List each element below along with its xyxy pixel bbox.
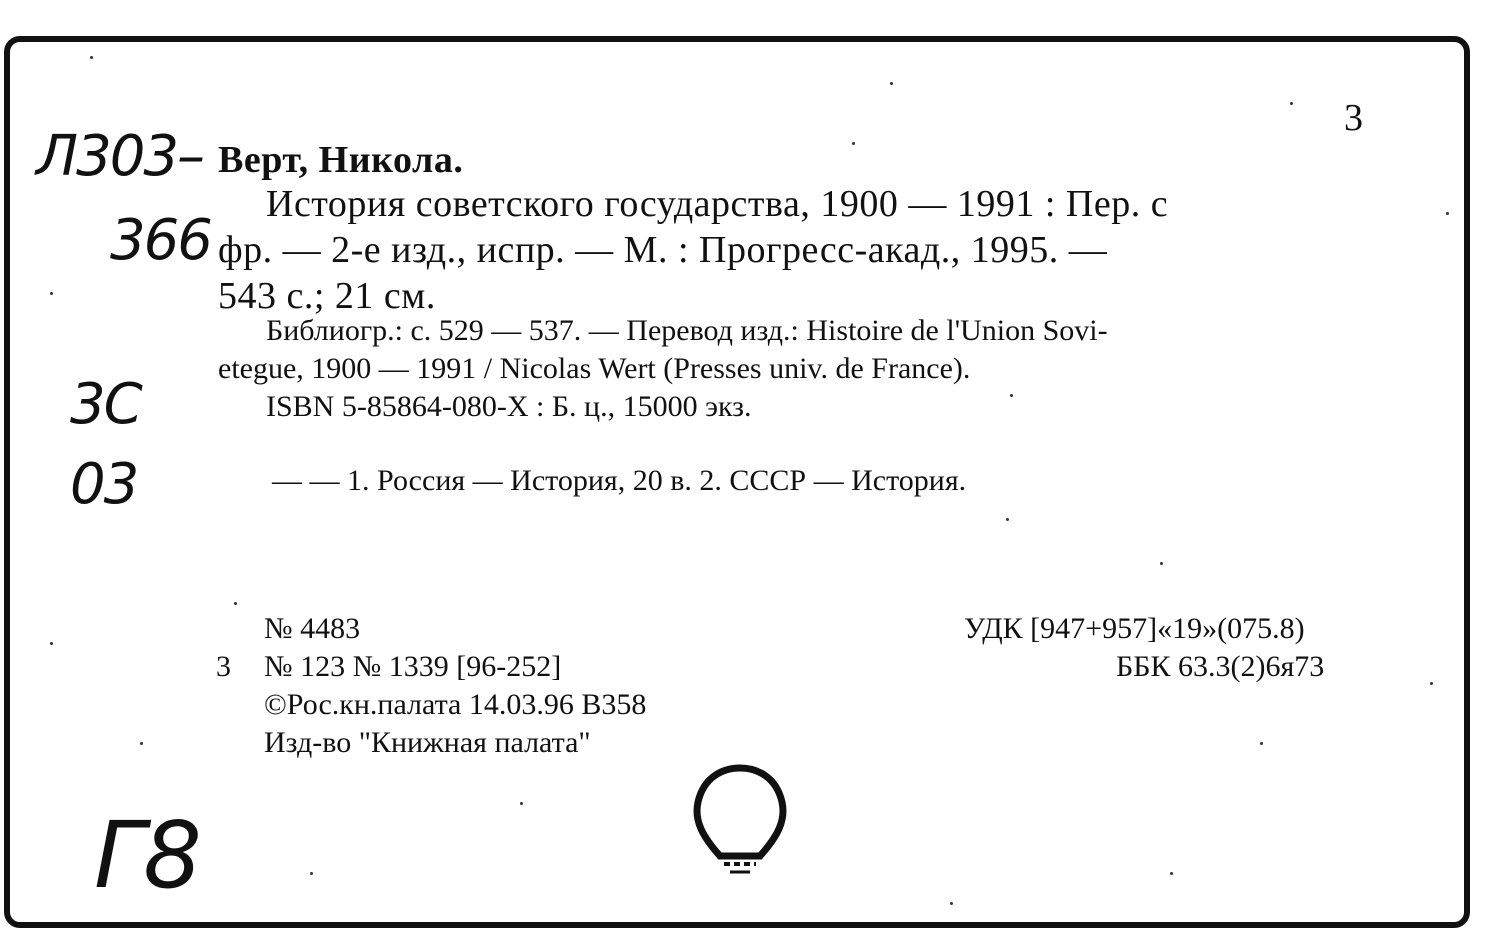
margin-mark-g8: Г8 <box>94 802 200 909</box>
call-number-top: Л303– <box>36 124 203 189</box>
margin-mark-03: 03 <box>70 452 138 517</box>
title-line-2: фр. — 2-е изд., испр. — М. : Прогресс-акад., 1995. — <box>218 229 1108 271</box>
card-number: 3 <box>1344 97 1364 139</box>
title-line-3: 543 с.; 21 см. <box>218 275 436 317</box>
title-line-1: История советского государства, 1900 — 1991 : Пер. с <box>266 183 1169 225</box>
udc-code: УДК [947+957]«19»(075.8) <box>964 612 1305 645</box>
author-heading: Верт, Никола. <box>218 139 464 181</box>
record-line-prefix: 3 <box>216 650 231 683</box>
call-number-bottom: 366 <box>110 208 211 273</box>
notes-line-2: etegue, 1900 — 1991 / Nicolas Wert (Presses univ. de France). <box>218 352 971 385</box>
catalog-card <box>4 36 1470 928</box>
record-line: № 123 № 1339 [96-252] <box>264 650 562 683</box>
record-number: № 4483 <box>264 612 361 645</box>
bbk-code: ББК 63.3(2)6я73 <box>1116 650 1325 683</box>
margin-mark-3c: 3С <box>70 372 141 437</box>
lightbulb-icon <box>690 764 790 894</box>
publisher-line: Изд-во "Книжная палата" <box>264 726 591 759</box>
notes-line-1: Библиогр.: с. 529 — 537. — Перевод изд.: Histoire de l'Union Sovi- <box>266 314 1108 347</box>
isbn-line: ISBN 5-85864-080-X : Б. ц., 15000 экз. <box>266 390 752 423</box>
subject-headings: — — 1. Россия — История, 20 в. 2. СССР — История. <box>272 464 967 497</box>
chamber-stamp: ©Рос.кн.палата 14.03.96 В358 <box>264 688 647 721</box>
